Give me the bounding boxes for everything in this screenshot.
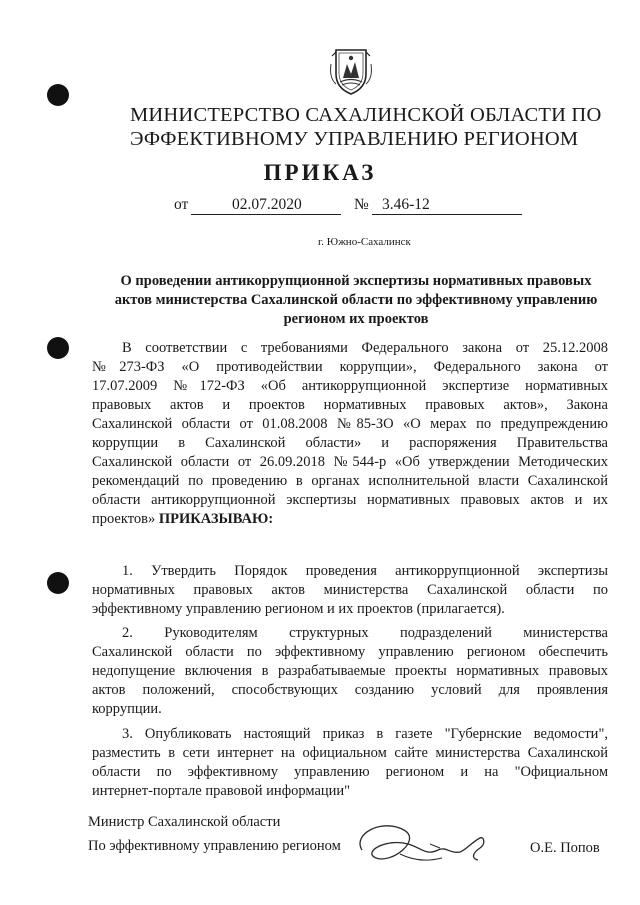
- preamble-line: рекомендаций по проведению в органах исполнительной власти Сахалинской: [92, 473, 608, 489]
- order-number: 3.46-12: [382, 196, 430, 213]
- preamble-line: В соответствии с требованиями Федерального закона от 25.12.2008: [122, 340, 608, 356]
- item-line: 1. Утвердить Порядок проведения антикоррупционной экспертизы: [122, 563, 608, 579]
- preamble-line: Сахалинской области от 26.09.2018 №544-р «Об утверждении Методических: [92, 454, 608, 470]
- preamble-line: 17.07.2009 №172-ФЗ «Об антикоррупционной экспертизе нормативных: [92, 378, 608, 394]
- signatory-position-line-2: По эффективному управлению регионом: [88, 838, 341, 854]
- punch-hole-bottom: [47, 572, 69, 594]
- punch-hole-top: [47, 84, 69, 106]
- order-date: 02.07.2020: [232, 196, 302, 213]
- item-line: нормативных правовых актов министерства Сахалинской области по: [92, 582, 608, 598]
- preamble-paragraph: [92, 339, 608, 529]
- order-subject: [96, 272, 616, 329]
- subject-line: актов министерства Сахалинской области по эффективному управлению: [114, 292, 598, 308]
- signatory-name: О.Е. Попов: [530, 840, 600, 856]
- number-prefix: №: [354, 196, 369, 213]
- decree-word: ПРИКАЗЫВАЮ:: [158, 511, 274, 527]
- preamble-line: коррупции в Сахалинской области» и распоряжения Правительства: [92, 435, 608, 451]
- document-type-title: ПРИКАЗ: [263, 160, 377, 185]
- preamble-line: области антикоррупционной экспертизы нормативных правовых актов и их: [92, 492, 608, 508]
- item-line: области по эффективному управлению регионом и на "Официальном: [92, 764, 608, 780]
- preamble-last-text: проектов»: [92, 511, 156, 527]
- preamble-line: №273-ФЗ «О противодействии коррупции», Федерального закона от: [92, 359, 608, 375]
- item-line: Сахалинской области по эффективному управлению регионом обеспечить: [92, 644, 608, 660]
- item-line: 3. Опубликовать настоящий приказ в газете "Губернские ведомости",: [122, 726, 608, 742]
- item-line: актов положений, способствующих созданию условий для проявления: [92, 682, 608, 698]
- order-item-2: [92, 624, 608, 719]
- preamble-last-line: [92, 510, 608, 529]
- order-item-3: [92, 725, 608, 801]
- coat-of-arms-emblem: [328, 44, 374, 96]
- signatory-position-line-1: Министр Сахалинской области: [88, 814, 281, 830]
- ministry-name: [130, 103, 602, 151]
- item-line: коррупции.: [92, 701, 162, 717]
- ministry-name-line-1: МИНИСТЕРСТВО САХАЛИНСКОЙ ОБЛАСТИ ПО: [130, 104, 602, 126]
- preamble-line: Сахалинской области от 01.08.2008 №85-ЗО «О мерах по предупреждению: [92, 416, 608, 432]
- item-line: 2. Руководителям структурных подразделений министерства: [122, 625, 608, 641]
- handwritten-signature: [342, 814, 502, 874]
- item-line: эффективному управлению регионом и их проектов (прилагается).: [92, 601, 505, 617]
- item-line: интернет-портале правовой информации": [92, 783, 351, 799]
- item-line: разместить в сети интернет на официальном сайте министерства Сахалинской: [92, 745, 608, 761]
- date-prefix: от: [174, 196, 189, 213]
- number-underline: [372, 214, 522, 215]
- ministry-name-line-2: ЭФФЕКТИВНОМУ УПРАВЛЕНИЮ РЕГИОНОМ: [130, 128, 579, 150]
- subject-line: О проведении антикоррупционной экспертизы нормативных правовых: [120, 273, 592, 289]
- preamble-line: правовых актов и проектов нормативных правовых актов», Закона: [92, 397, 608, 413]
- item-line: недопущение включения в разрабатываемые проекты нормативных правовых: [92, 663, 608, 679]
- issue-city: г. Южно-Сахалинск: [318, 236, 411, 248]
- order-item-1: [92, 562, 608, 619]
- date-underline: [191, 214, 341, 215]
- punch-hole-middle: [47, 337, 69, 359]
- subject-line: регионом их проектов: [283, 311, 429, 327]
